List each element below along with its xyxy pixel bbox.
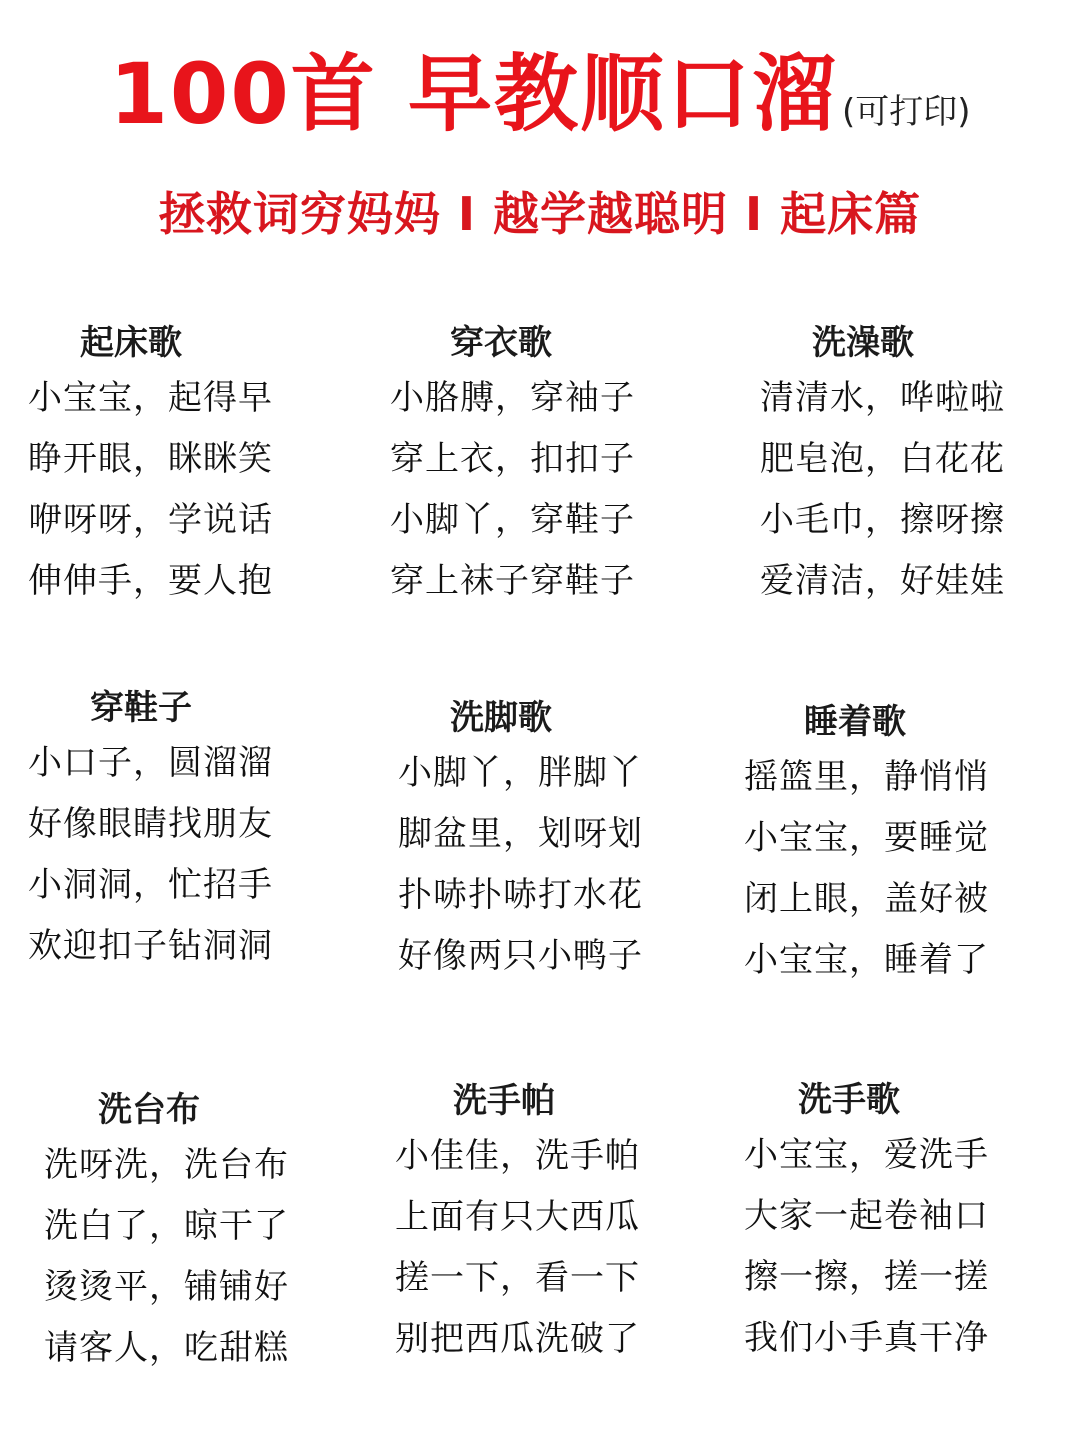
poem-line: 洗呀洗，洗台布 xyxy=(44,1145,289,1185)
poem-line: 好像眼睛找朋友 xyxy=(28,804,273,844)
poem-line: 小佳佳，洗手帕 xyxy=(395,1136,640,1176)
poem-line: 搓一下，看一下 xyxy=(395,1258,640,1298)
poem-line: 肥皂泡，白花花 xyxy=(760,439,1005,479)
poem-line: 小胳膊，穿袖子 xyxy=(390,378,635,418)
poem-line: 伸伸手，要人抱 xyxy=(28,561,273,601)
poem-line: 咿呀呀，学说话 xyxy=(28,500,273,540)
poem-card xyxy=(390,318,710,612)
poem-line: 好像两只小鸭子 xyxy=(398,936,643,976)
poem-line: 洗白了，晾干了 xyxy=(44,1206,289,1246)
poem-line: 擦一擦，搓一搓 xyxy=(744,1257,989,1297)
poem-line: 大家一起卷袖口 xyxy=(744,1196,989,1236)
poem-title: 洗澡歌 xyxy=(812,323,914,363)
poem-line: 闭上眼，盖好被 xyxy=(744,879,989,919)
poem-line: 脚盆里，划呀划 xyxy=(398,814,643,854)
poem-line: 烫烫平，铺铺好 xyxy=(44,1267,289,1307)
poem-card xyxy=(760,318,1080,612)
poem-line: 穿上袜子穿鞋子 xyxy=(390,561,635,601)
poem-card xyxy=(395,1076,715,1370)
poem-line: 扑哧扑哧打水花 xyxy=(398,875,643,915)
page-title: 100首 早教顺口溜 xyxy=(109,45,839,143)
page-subtitle: 拯救词穷妈妈 I 越学越聪明 I 起床篇 xyxy=(158,187,922,241)
poem-line: 清清水，哗啦啦 xyxy=(760,378,1005,418)
poem-card xyxy=(744,697,1064,991)
poem-card xyxy=(28,318,348,612)
poem-line: 别把西瓜洗破了 xyxy=(395,1319,640,1359)
poem-line: 小脚丫，穿鞋子 xyxy=(390,500,635,540)
poem-line: 小宝宝，爱洗手 xyxy=(744,1135,989,1175)
printable-note: (可打印) xyxy=(842,92,971,132)
poem-line: 请客人，吃甜糕 xyxy=(44,1328,289,1368)
poem-card xyxy=(28,683,348,977)
poem-title: 起床歌 xyxy=(80,323,182,363)
poem-card xyxy=(44,1085,364,1379)
poem-line: 小口子，圆溜溜 xyxy=(28,743,273,783)
poem-line: 小宝宝，要睡觉 xyxy=(744,818,989,858)
poem-line: 小洞洞，忙招手 xyxy=(28,865,273,905)
title-row xyxy=(0,45,1080,143)
poem-title: 洗台布 xyxy=(98,1090,200,1130)
poem-line: 小宝宝，起得早 xyxy=(28,378,273,418)
poem-line: 爱清洁，好娃娃 xyxy=(760,561,1005,601)
poem-title: 穿鞋子 xyxy=(90,688,192,728)
poem-line: 睁开眼，眯眯笑 xyxy=(28,439,273,479)
poem-title: 睡着歌 xyxy=(804,702,906,742)
poem-title: 洗手歌 xyxy=(798,1080,900,1120)
poem-title: 穿衣歌 xyxy=(450,323,552,363)
poem-line: 小毛巾，擦呀擦 xyxy=(760,500,1005,540)
poem-line: 小脚丫，胖脚丫 xyxy=(398,753,643,793)
poem-line: 我们小手真干净 xyxy=(744,1318,989,1358)
poem-line: 上面有只大西瓜 xyxy=(395,1197,640,1237)
poem-line: 穿上衣，扣扣子 xyxy=(390,439,635,479)
poem-line: 小宝宝，睡着了 xyxy=(744,940,989,980)
poem-card xyxy=(744,1075,1064,1369)
poem-title: 洗手帕 xyxy=(453,1081,555,1121)
poem-line: 摇篮里，静悄悄 xyxy=(744,757,989,797)
poem-card xyxy=(398,693,718,987)
poem-title: 洗脚歌 xyxy=(450,698,552,738)
poem-line: 欢迎扣子钻洞洞 xyxy=(28,926,273,966)
